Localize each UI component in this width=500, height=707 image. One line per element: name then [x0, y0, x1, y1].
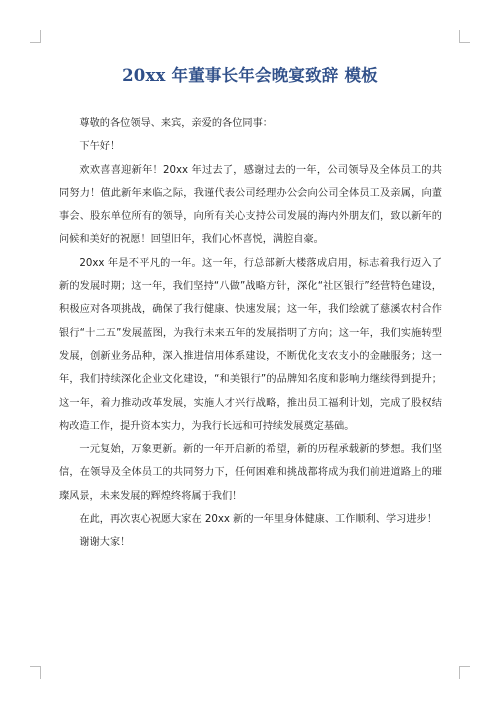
body-paragraph: 20xx 年是不平凡的一年。这一年，行总部新大楼落成启用，标志着我行迈入了新的发展时期；这一年，我们坚持“八做”战略方针，深化“社区银行”经营特色建设，积极应对各项挑战，确保了我行健康、快速发展；这一年，我们绘就了慈溪农村合作银行“十二五”发展蓝图，为我行未来五年的发展指明了方向；这一年，我们实施转型发展，创新业务品种，深入推进信用体系建设，不断优化支农支小的金融服务；这一年，我们持续深化企业文化建设，“和美银行”的品牌知名度和影响力继续得到提升；这一年，着力推动改革发展，实施人才兴行战略，推出员工福利计划，完成了股权结构改造工作，提升资本实力，为我行长远和可持续发展奠定基础。 [59, 257, 442, 432]
body-paragraph: 在此，再次衷心祝愿大家在 20xx 新的一年里身体健康、工作顺利、学习进步！ [79, 514, 437, 526]
body-paragraph: 一元复始，万象更新。新的一年开启新的希望，新的历程承载新的梦想。我们坚信，在领导及全体员工的共同努力下，任何困难和挑战都将成为我们前进道路上的璀璨风景，未来发展的辉煌终将属于我们！ [59, 444, 442, 502]
document-title: 20xx 年董事长年会晚宴致辞 模板 [122, 66, 378, 85]
body-paragraph: 欢欢喜喜迎新年！20xx 年过去了，感谢过去的一年，公司领导及全体员工的共同努力！值此新年来临之际，我谨代表公司经理办公会向公司全体员工及亲属，向董事会、股东单位所有的领导，向所有关心支持公司发展的海内外朋友们，致以新年的问候和美好的祝愿！回望旧年，我们心怀喜悦，满腔自豪。 [59, 164, 442, 246]
crop-mark-bottom-left [30, 666, 41, 679]
closing: 谢谢大家！ [79, 537, 131, 549]
crop-mark-top-right [459, 30, 470, 43]
salutation: 尊敬的各位领导、来宾，亲爱的各位同事： [79, 118, 273, 129]
document-body [59, 112, 442, 555]
crop-mark-top-left [30, 30, 41, 43]
greeting: 下午好！ [79, 141, 121, 153]
crop-mark-bottom-right [459, 666, 470, 679]
